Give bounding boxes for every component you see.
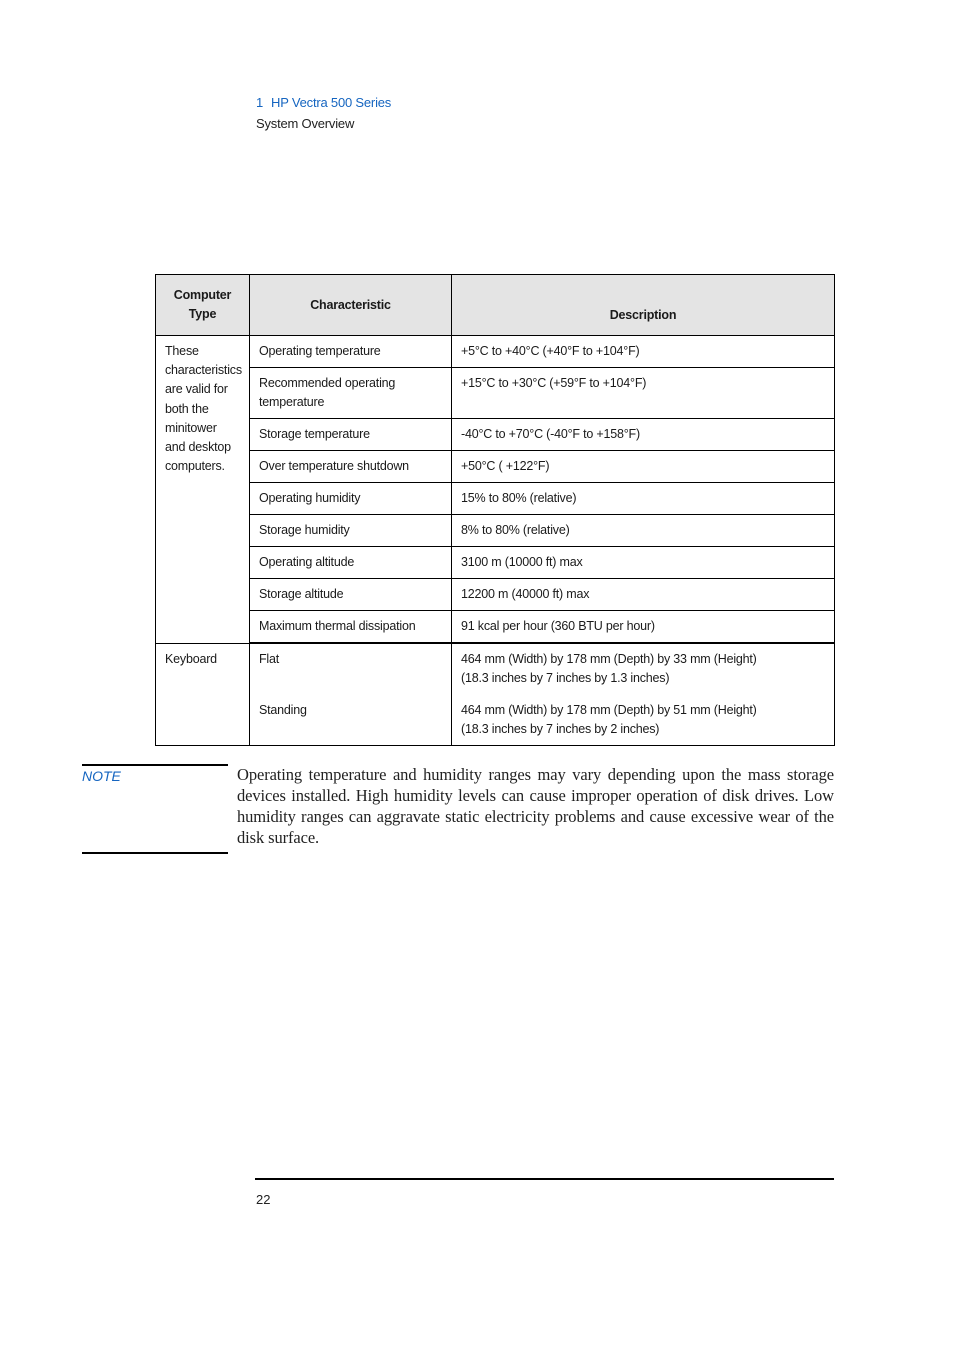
chapter-title: HP Vectra 500 Series [271,95,392,110]
page-number: 22 [256,1192,271,1207]
table-row [156,515,835,547]
environmental-spec-table [155,274,835,746]
page-header [256,95,391,131]
characteristic-cell: Operating humidity [250,483,452,515]
chapter-number: 1 [256,95,264,110]
description-cell: 12200 m (40000 ft) max [452,579,835,611]
description-cell: 8% to 80% (relative) [452,515,835,547]
table-row [156,483,835,515]
description-cell: +50°C ( +122°F) [452,451,835,483]
keyboard-standing-dimensions-in: (18.3 inches by 7 inches by 2 inches) [461,722,660,736]
description-cell: 91 kcal per hour (360 BTU per hour) [452,611,835,644]
characteristic-cell: Storage humidity [250,515,452,547]
description-cell: +15°C to +30°C (+59°F to +104°F) [452,368,835,419]
table-row [156,336,835,368]
description-cell [452,643,835,746]
note-label: NOTE [82,764,228,784]
table-row [156,579,835,611]
footer-rule [255,1178,834,1180]
description-cell: 15% to 80% (relative) [452,483,835,515]
description-cell: 3100 m (10000 ft) max [452,547,835,579]
description-cell: +5°C to +40°C (+40°F to +104°F) [452,336,835,368]
characteristic-cell: Recommended operating temperature [250,368,452,419]
table-row [156,451,835,483]
description-cell: -40°C to +70°C (-40°F to +158°F) [452,419,835,451]
characteristic-cell: Storage altitude [250,579,452,611]
characteristic-cell: Operating temperature [250,336,452,368]
table-row [156,368,835,419]
keyboard-flat-label: Flat [259,652,280,666]
keyboard-flat-dimensions-in: (18.3 inches by 7 inches by 1.3 inches) [461,671,670,685]
characteristic-cell: Storage temperature [250,419,452,451]
keyboard-flat-dimensions-mm: 464 mm (Width) by 178 mm (Depth) by 33 mm (Height) [461,652,757,666]
column-header-description: Description [452,275,835,336]
characteristic-cell: Maximum thermal dissipation [250,611,452,644]
characteristic-cell: Over temperature shutdown [250,451,452,483]
keyboard-standing-label: Standing [259,703,307,717]
table-header-row [156,275,835,336]
note-text: Operating temperature and humidity ranges may vary depending upon the mass storage devices installed. High humidity levels can cause improper operation of disk drives. Low humidity ranges can aggravate static electricity problems and cause excessive wear of the disk surface. [237,765,834,847]
column-header-characteristic: Characteristic [250,275,452,336]
computer-type-cell: Keyboard [156,643,250,746]
keyboard-row [156,643,835,746]
characteristic-cell: Operating altitude [250,547,452,579]
section-title: System Overview [256,116,355,131]
characteristic-cell [250,643,452,746]
note-bottom-rule [82,852,228,854]
table-row [156,611,835,644]
chapter-heading [256,95,391,110]
keyboard-standing-dimensions-mm: 464 mm (Width) by 178 mm (Depth) by 51 mm (Height) [461,703,757,717]
table-row [156,547,835,579]
column-header-computer-type: Computer Type [156,275,250,336]
table-row [156,419,835,451]
computer-type-cell: These characteristics are valid for both the minitower and desktop computers. [156,336,250,644]
